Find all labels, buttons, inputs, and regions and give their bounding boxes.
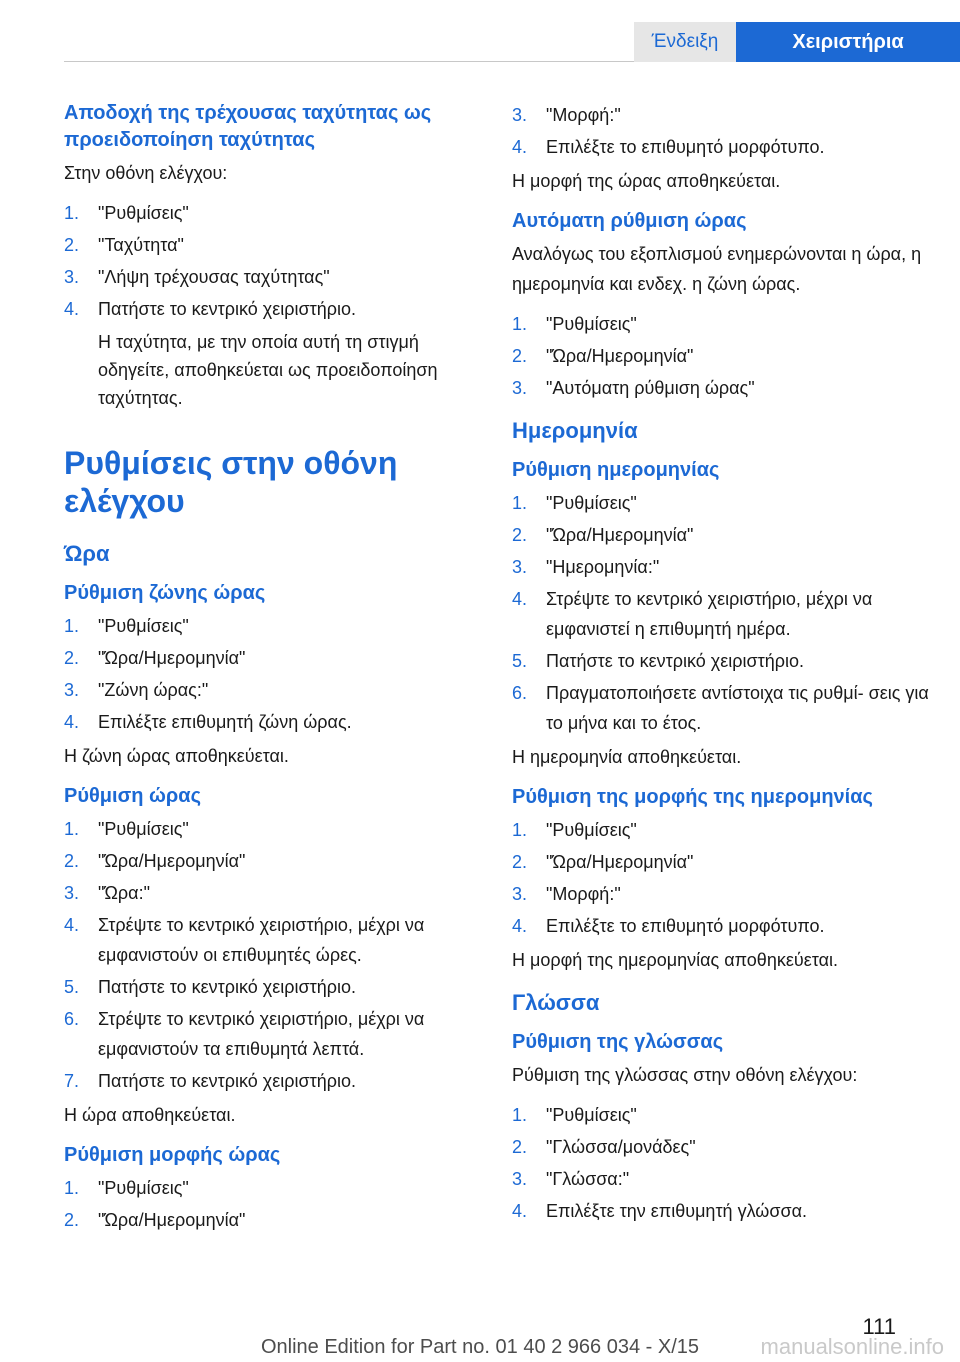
step-text: "Γλώσσα/μονάδες" xyxy=(546,1137,696,1157)
heading-set-language: Ρύθμιση της γλώσσας xyxy=(512,1031,724,1053)
list-step xyxy=(64,972,484,1002)
list-step xyxy=(512,1196,932,1226)
step-number: 2. xyxy=(512,1137,528,1157)
result-set-time: Η ώρα αποθηκεύεται. xyxy=(64,1105,236,1125)
step-text: Στρέψτε το κεντρικό χειριστήριο, μέχρι να εμφανιστούν τα επιθυμητά λεπτά. xyxy=(98,1009,425,1059)
heading-set-date: Ρύθμιση ημερομηνίας xyxy=(512,459,720,481)
step-number: 3. xyxy=(512,105,528,125)
list-step xyxy=(512,815,932,845)
list-step xyxy=(512,552,932,582)
step-text: Πατήστε το κεντρικό χειριστήριο. xyxy=(546,651,804,671)
list-step xyxy=(512,488,932,518)
step-text: Πατήστε το κεντρικό χειριστήριο. xyxy=(98,977,356,997)
step-number: 2. xyxy=(64,851,80,871)
step-number: 5. xyxy=(64,977,80,997)
list-step xyxy=(64,675,484,705)
step-text: "Ώρα/Ημερομηνία" xyxy=(98,648,246,668)
steps-language xyxy=(512,1100,932,1226)
list-step xyxy=(512,1164,932,1194)
step-number: 6. xyxy=(512,683,528,703)
result-time-format: Η μορφή της ώρας αποθηκεύεται. xyxy=(512,171,781,191)
list-step xyxy=(64,1066,484,1096)
steps-date-format xyxy=(512,815,932,941)
right-column xyxy=(512,100,932,1230)
steps-time-format xyxy=(64,1173,484,1235)
list-step xyxy=(512,100,932,130)
step-text: "Ώρα/Ημερομηνία" xyxy=(98,1210,246,1230)
list-step xyxy=(512,132,932,162)
step-number: 3. xyxy=(64,267,80,287)
heading-time-format: Ρύθμιση μορφής ώρας xyxy=(64,1144,281,1166)
section-heading-date: Ημερομηνία xyxy=(512,418,638,443)
list-step xyxy=(64,611,484,641)
step-text: "Ώρα/Ημερομηνία" xyxy=(546,525,694,545)
step-text: "Ημερομηνία:" xyxy=(546,557,660,577)
list-step xyxy=(512,584,932,644)
step-text: Πατήστε το κεντρικό χειριστήριο. xyxy=(98,299,356,319)
list-step xyxy=(512,678,932,738)
step-text: "Μορφή:" xyxy=(546,105,621,125)
step-text: "Ρυθμίσεις" xyxy=(546,820,637,840)
step-number: 2. xyxy=(64,648,80,668)
step-number: 3. xyxy=(512,884,528,904)
page-number: 111 xyxy=(862,1314,896,1339)
step-text: "Ώρα/Ημερομηνία" xyxy=(98,851,246,871)
list-step xyxy=(512,646,932,676)
step-text: Πατήστε το κεντρικό χειριστήριο. xyxy=(98,1071,356,1091)
step-number: 1. xyxy=(512,1105,528,1125)
step-text: "Ρυθμίσεις" xyxy=(98,819,189,839)
edition-footer: Online Edition for Part no. 01 40 2 966 034 - X/15 xyxy=(260,1336,700,1358)
step-text: Πραγματοποιήσετε αντίστοιχα τις ρυθμί- σεις για το μήνα και το έτος. xyxy=(546,683,929,733)
step-text: "Αυτόματη ρύθμιση ώρας" xyxy=(546,378,755,398)
step-number: 4. xyxy=(512,589,528,609)
list-step xyxy=(64,262,484,292)
step-text: "Ρυθμίσεις" xyxy=(98,1178,189,1198)
steps-set-date xyxy=(512,488,932,738)
step-number: 1. xyxy=(64,1178,80,1198)
step-number: 1. xyxy=(64,203,80,223)
language-intro: Ρύθμιση της γλώσσας στην οθόνη ελέγχου: xyxy=(512,1065,858,1085)
step-text: "Ώρα/Ημερομηνία" xyxy=(546,346,694,366)
step-number: 4. xyxy=(64,712,80,732)
step-number: 2. xyxy=(512,525,528,545)
step-number: 2. xyxy=(512,852,528,872)
list-step xyxy=(64,643,484,673)
list-step xyxy=(64,814,484,844)
list-step xyxy=(512,1132,932,1162)
step-text: "Γλώσσα:" xyxy=(546,1169,630,1189)
step-note: Η ταχύτητα, με την οποία αυτή τη στιγμή οδηγείτε, αποθηκεύεται ως προειδοποίηση ταχύτητας. xyxy=(98,332,438,408)
step-number: 3. xyxy=(512,1169,528,1189)
list-step xyxy=(64,910,484,970)
heading-auto-time: Αυτόματη ρύθμιση ώρας xyxy=(512,210,747,232)
list-step xyxy=(512,847,932,877)
steps-accept-speed xyxy=(64,198,484,324)
list-step xyxy=(512,1100,932,1130)
step-number: 2. xyxy=(512,346,528,366)
chapter-heading: Ρυθμίσεις στην οθόνη ελέγχου xyxy=(64,445,398,519)
step-text: Στρέψτε το κεντρικό χειριστήριο, μέχρι να εμφανιστεί η επιθυμητή ημέρα. xyxy=(546,589,873,639)
step-text: Επιλέξτε την επιθυμητή γλώσσα. xyxy=(546,1201,807,1221)
step-number: 4. xyxy=(512,916,528,936)
list-step xyxy=(64,1004,484,1064)
step-text: Στρέψτε το κεντρικό χειριστήριο, μέχρι να εμφανιστούν οι επιθυμητές ώρες. xyxy=(98,915,425,965)
list-step xyxy=(512,520,932,550)
step-number: 1. xyxy=(512,493,528,513)
heading-date-format: Ρύθμιση της μορφής της ημερομηνίας xyxy=(512,786,873,808)
step-number: 1. xyxy=(512,820,528,840)
left-column xyxy=(64,100,484,1239)
step-text: "Ζώνη ώρας:" xyxy=(98,680,209,700)
step-number: 6. xyxy=(64,1009,80,1029)
list-step xyxy=(64,230,484,260)
section-heading-language: Γλώσσα xyxy=(512,990,600,1015)
heading-set-time: Ρύθμιση ώρας xyxy=(64,785,202,807)
result-date-format: Η μορφή της ημερομηνίας αποθηκεύεται. xyxy=(512,950,838,970)
list-step xyxy=(64,198,484,228)
step-number: 2. xyxy=(64,1210,80,1230)
header-tabs xyxy=(634,22,960,62)
step-text: "Ρυθμίσεις" xyxy=(546,493,637,513)
step-number: 1. xyxy=(64,819,80,839)
list-step xyxy=(64,707,484,737)
step-text: "Ταχύτητα" xyxy=(98,235,184,255)
list-step xyxy=(64,878,484,908)
step-number: 7. xyxy=(64,1071,80,1091)
step-number: 2. xyxy=(64,235,80,255)
list-step xyxy=(512,879,932,909)
list-step xyxy=(64,846,484,876)
steps-time-format-cont xyxy=(512,100,932,162)
step-text: "Ρυθμίσεις" xyxy=(98,203,189,223)
step-number: 3. xyxy=(512,557,528,577)
step-text: Επιλέξτε το επιθυμητό μορφότυπο. xyxy=(546,916,825,936)
steps-auto-time xyxy=(512,309,932,403)
step-number: 3. xyxy=(64,680,80,700)
result-timezone: Η ζώνη ώρας αποθηκεύεται. xyxy=(64,746,289,766)
step-number: 4. xyxy=(64,299,80,319)
step-text: "Ρυθμίσεις" xyxy=(546,1105,637,1125)
header-rule xyxy=(64,61,634,62)
step-number: 3. xyxy=(512,378,528,398)
step-number: 4. xyxy=(64,915,80,935)
steps-set-time xyxy=(64,814,484,1096)
list-step xyxy=(64,294,484,324)
step-text: "Λήψη τρέχουσας ταχύτητας" xyxy=(98,267,330,287)
step-number: 4. xyxy=(512,137,528,157)
steps-timezone xyxy=(64,611,484,737)
list-step xyxy=(64,1173,484,1203)
list-step xyxy=(512,309,932,339)
auto-time-intro: Αναλόγως του εξοπλισμού ενημερώνονται η ώρα, η ημερομηνία και ενδεχ. η ζώνη ώρας. xyxy=(512,244,922,294)
section-heading-accept-speed: Αποδοχή της τρέχουσας ταχύτητας ως προειδοποίηση ταχύτητας xyxy=(64,102,432,151)
step-text: "Ώρα/Ημερομηνία" xyxy=(546,852,694,872)
step-text: Επιλέξτε επιθυμητή ζώνη ώρας. xyxy=(98,712,352,732)
step-text: Επιλέξτε το επιθυμητό μορφότυπο. xyxy=(546,137,825,157)
step-number: 3. xyxy=(64,883,80,903)
tab-controls[interactable]: Χειριστήρια xyxy=(736,22,960,62)
heading-timezone: Ρύθμιση ζώνης ώρας xyxy=(64,582,266,604)
watermark: manualsonline.info xyxy=(760,1334,944,1359)
list-step xyxy=(512,373,932,403)
result-set-date: Η ημερομηνία αποθηκεύεται. xyxy=(512,747,742,767)
step-text: "Ρυθμίσεις" xyxy=(98,616,189,636)
step-number: 4. xyxy=(512,1201,528,1221)
list-step xyxy=(64,1205,484,1235)
tab-index[interactable]: Ένδειξη xyxy=(634,22,736,62)
list-step xyxy=(512,911,932,941)
intro-text: Στην οθόνη ελέγχου: xyxy=(64,163,228,183)
step-text: "Μορφή:" xyxy=(546,884,621,904)
step-text: "Ώρα:" xyxy=(98,883,150,903)
step-number: 1. xyxy=(512,314,528,334)
step-number: 5. xyxy=(512,651,528,671)
list-step xyxy=(512,341,932,371)
section-heading-time: Ώρα xyxy=(64,541,110,566)
step-number: 1. xyxy=(64,616,80,636)
step-text: "Ρυθμίσεις" xyxy=(546,314,637,334)
